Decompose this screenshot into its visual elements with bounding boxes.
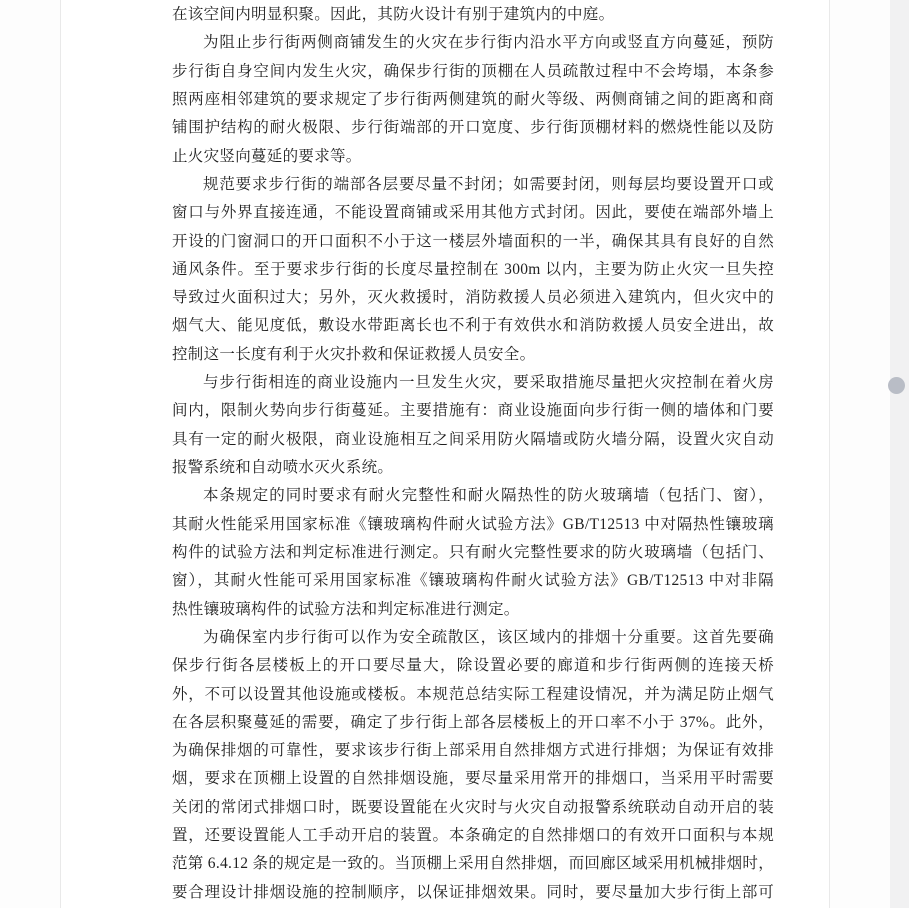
text-line: 铺围护结构的耐火极限、步行街端部的开口宽度、步行街顶棚材料的燃烧性能以及防 [172,119,774,137]
text-line: 通风条件。至于要求步行街的长度尽量控制在 300m 以内，主要为防止火灾一旦失控 [172,260,774,278]
text-line: 要合理设计排烟设施的控制顺序，以保证排烟效果。同时，要尽量加大步行街上部可 [172,883,774,901]
text-line: 报警系统和自动喷水灭火系统。 [172,459,394,476]
text-lines [172,1,774,907]
text-line: 范第 6.4.12 条的规定是一致的。当顶棚上采用自然排烟，而回廊区域采用机械排烟时， [172,855,774,873]
text-line: 为阻止步行街两侧商铺发生的火灾在步行街内沿水平方向或竖直方向蔓延，预防 [203,34,774,52]
text-line: 为确保室内步行街可以作为安全疏散区，该区域内的排烟十分重要。这首先要确 [203,628,774,646]
text-line: 止火灾竖向蔓延的要求等。 [172,147,362,165]
text-line: 在各层积聚蔓延的需要，确定了步行街上部各层楼板上的开口率不小于 37%。此外， [172,713,774,731]
text-line: 保步行街各层楼板上的开口要尽量大，除设置必要的廊道和步行街两侧的连接天桥 [172,657,774,675]
text-line: 本条规定的同时要求有耐火完整性和耐火隔热性的防火玻璃墙（包括门、窗）， [203,487,774,505]
text-line: 步行街自身空间内发生火灾，确保步行街的顶棚在人员疏散过程中不会垮塌，本条参 [172,62,774,80]
text-line: 外，不可以设置其他设施或楼板。本规范总结实际工程建设情况，并为满足防止烟气 [172,685,774,703]
text-line: 具有一定的耐火极限，商业设施相互之间采用防火隔墙或防火墙分隔，设置火灾自动 [172,430,774,448]
text-line: 烟气大、能见度低，敷设水带距离长也不利于有效供水和消防救援人员安全进出，故 [172,317,774,335]
text-line: 在该空间内明显积聚。因此，其防火设计有别于建筑内的中庭。 [172,6,615,23]
text-line: 间内，限制火势向步行街蔓延。主要措施有：商业设施面向步行街一侧的墙体和门要 [172,402,774,420]
text-line: 构件的试验方法和判定标准进行测定。只有耐火完整性要求的防火玻璃墙（包括门、 [172,543,774,561]
text-line: 规范要求步行街的端部各层要尽量不封闭；如需要封闭，则每层均要设置开口或 [203,175,774,193]
text-line: 置，还要设置能人工手动开启的装置。本条确定的自然排烟口的有效开口面积与本规 [172,827,774,845]
text-line: 窗），其耐火性能可采用国家标准《镶玻璃构件耐火试验方法》GB/T12513 中对非隔 [172,572,774,590]
text-line: 照两座相邻建筑的要求规定了步行街两侧建筑的耐火等级、两侧商铺之间的距离和商 [172,90,774,108]
text-line: 开设的门窗洞口的开口面积不小于这一楼层外墙面积的一半，确保其具有良好的自然 [172,232,774,250]
text-line: 为确保排烟的可靠性，要求该步行街上部采用自然排烟方式进行排烟；为保证有效排 [172,742,774,760]
document-page [60,0,830,908]
scrollbar-thumb[interactable] [888,377,905,394]
text-line: 导致过火面积过大；另外，灭火救援时，消防救援人员必须进入建筑内，但火灾中的 [172,289,774,307]
text-line: 其耐火性能采用国家标准《镶玻璃构件耐火试验方法》GB/T12513 中对隔热性镶玻璃 [172,515,774,533]
text-line: 热性镶玻璃构件的试验方法和判定标准进行测定。 [172,600,520,618]
text-line: 与步行街相连的商业设施内一旦发生火灾，要采取措施尽量把火灾控制在着火房 [203,374,774,392]
text-line: 烟，要求在顶棚上设置的自然排烟设施，要尽量采用常开的排烟口，当采用平时需要 [172,770,774,788]
text-line: 窗口与外界直接连通，不能设置商铺或采用其他方式封闭。因此，要使在端部外墙上 [172,204,774,222]
scrollbar-track[interactable] [890,0,909,908]
text-line: 控制这一长度有利于火灾扑救和保证救援人员安全。 [172,345,536,363]
text-line: 关闭的常闭式排烟口时，既要设置能在火灾时与火灾自动报警系统联动自动开启的装 [172,798,774,816]
